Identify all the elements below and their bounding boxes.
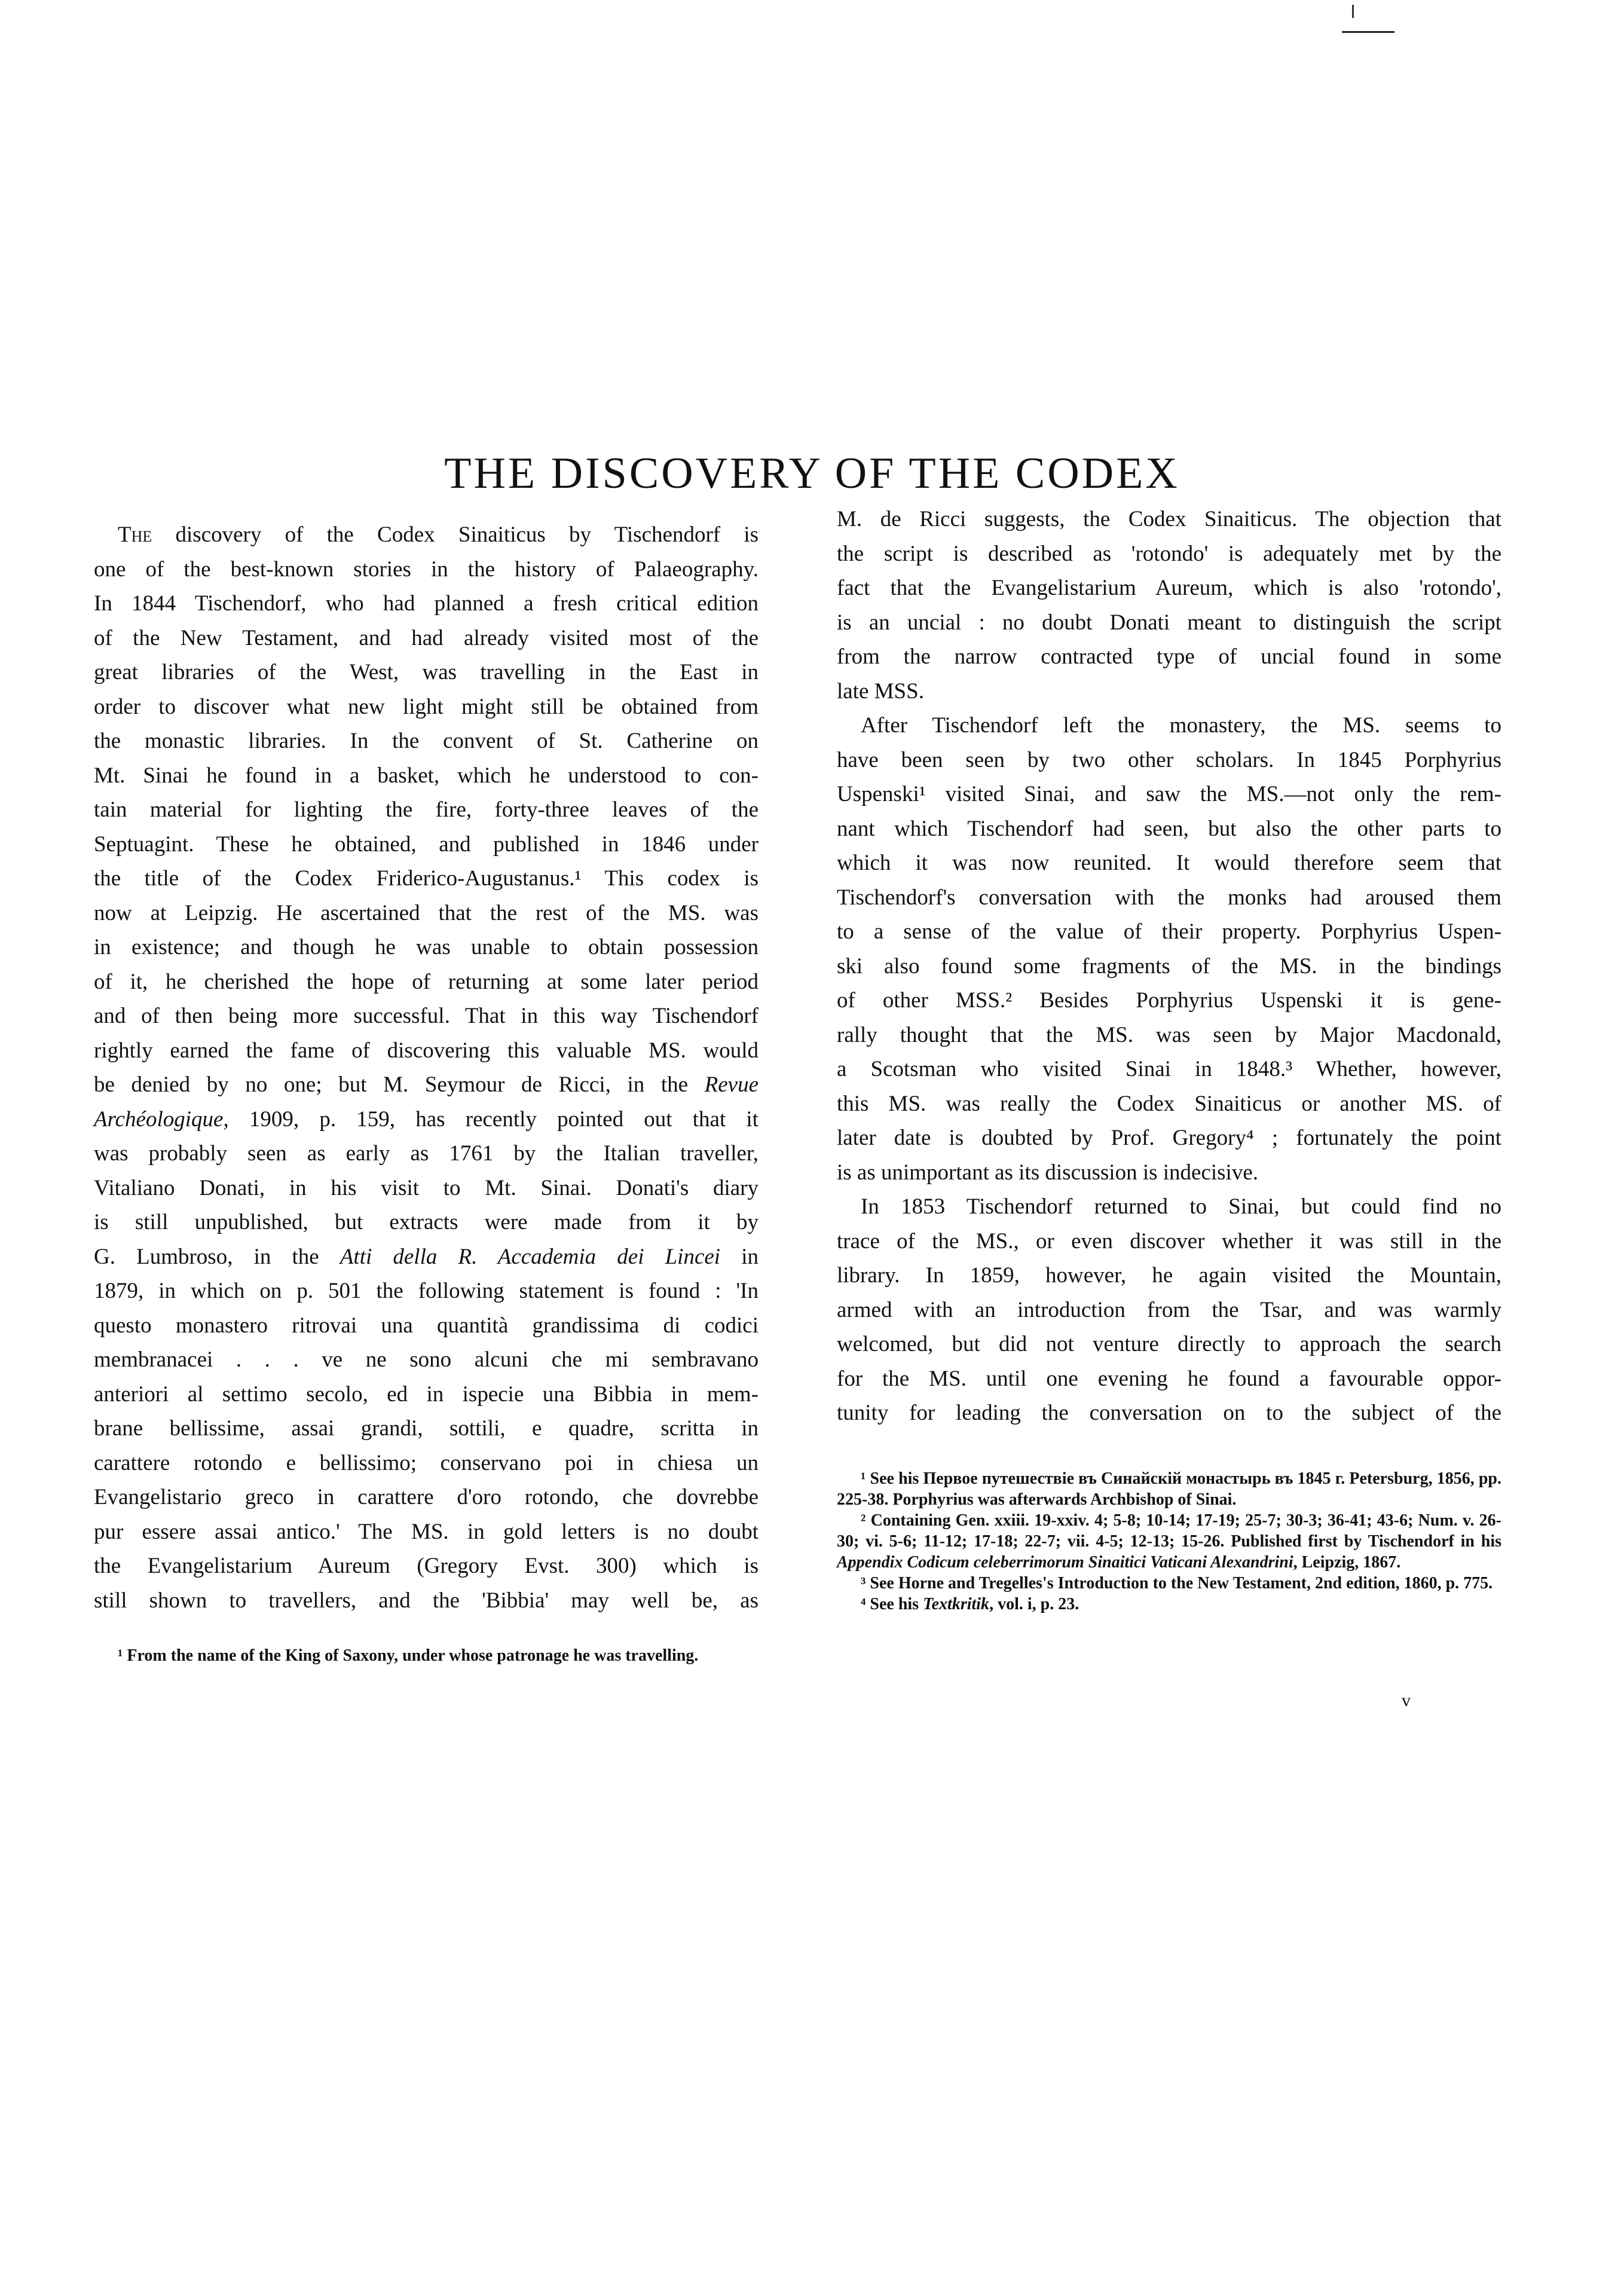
text-line [94, 793, 759, 827]
left-column [94, 518, 759, 1618]
right-column [837, 502, 1501, 1431]
text-run: Uspenski¹ visited Sinai, and saw the MS.—not only the rem- [837, 782, 1501, 806]
text-run: , 1909, p. 159, has recently pointed out that it [223, 1107, 759, 1132]
text-run: Mt. Sinai he found in a basket, which he understood to con- [94, 763, 759, 788]
text-run: fact that the Evangelistarium Aureum, which is also 'rotondo', [837, 576, 1501, 600]
text-line [94, 552, 759, 587]
text-run: rally thought that the MS. was seen by Major Macdonald, [837, 1022, 1501, 1047]
text-line [837, 640, 1501, 674]
text-line [837, 1327, 1501, 1362]
footnotes-right [837, 1468, 1501, 1615]
text-run: , vol. i, p. 23. [989, 1595, 1079, 1613]
text-run: ² Containing Gen. xxiii. 19-xxiv. 4; 5-8; 10-14; 17-19; 25-7; 30-3; 36-41; 43-6; Num. v. 26-30; vi. 5-6; 11-12; 17-18; 22-7; vii. 4-5; 12-13; 15-26. Published first by Tischendorf in his [837, 1511, 1501, 1551]
text-run: welcomed, but did not venture directly to approach the search [837, 1332, 1501, 1356]
scan-mark-dash [1342, 31, 1394, 33]
text-line [837, 1396, 1501, 1431]
page-number: v [1402, 1691, 1411, 1710]
text-line [94, 1411, 759, 1446]
text-line [94, 1034, 759, 1068]
text-line [837, 1190, 1501, 1224]
text-line [94, 999, 759, 1034]
footnote [837, 1468, 1501, 1510]
text-run: ¹ See his Первое путешествіе въ Синайскій монастырь въ 1845 г. Petersburg, 1856, pp. 225-38. Porphyrius was afterwards Archbishop of Sinai. [837, 1469, 1501, 1509]
page-title: THE DISCOVERY OF THE CODEX [444, 448, 1180, 498]
text-line [837, 1018, 1501, 1053]
text-line [837, 949, 1501, 984]
text-run: Vitaliano Donati, in his visit to Mt. Sinai. Donati's diary [94, 1175, 759, 1200]
text-run: Tischendorf's conversation with the monks had aroused them [837, 885, 1501, 910]
text-run: now at Leipzig. He ascertained that the rest of the MS. was [94, 900, 759, 925]
text-run: , Leipzig, 1867. [1293, 1553, 1401, 1572]
text-run: the title of the Codex Friderico-Augustanus.¹ This codex is [94, 866, 759, 891]
text-line [837, 674, 1501, 709]
text-line [94, 1549, 759, 1584]
text-run: armed with an introduction from the Tsar, and was warmly [837, 1297, 1501, 1322]
text-line [94, 518, 759, 552]
text-run: still shown to travellers, and the 'Bibbia' may well be, as [94, 1588, 759, 1613]
text-line [94, 621, 759, 656]
text-run: trace of the MS., or even discover whether it was still in the [837, 1228, 1501, 1254]
text-run: rightly earned the fame of discovering this valuable MS. would [94, 1038, 759, 1063]
text-line [94, 1136, 759, 1171]
text-line [94, 965, 759, 1000]
text-run: In 1853 Tischendorf returned to Sinai, but could find no [861, 1194, 1501, 1219]
text-line [837, 1156, 1501, 1190]
text-run: anteriori al settimo secolo, ed in ispecie una Bibbia in mem- [94, 1381, 759, 1407]
text-run: ³ See Horne and Tregelles's Introduction to the New Testament, 2nd edition, 1860, p. 775. [861, 1574, 1493, 1593]
text-line [837, 743, 1501, 778]
italic-text: Revue [704, 1072, 759, 1097]
text-line [94, 1274, 759, 1309]
text-line [837, 1293, 1501, 1328]
text-line [94, 1205, 759, 1240]
text-run: be denied by no one; but M. Seymour de Ricci, in the [94, 1072, 705, 1097]
text-line [94, 1584, 759, 1618]
text-run: tunity for leading the conversation on to the subject of the [837, 1401, 1501, 1425]
italic-text: Archéologique [94, 1107, 224, 1132]
text-line [94, 586, 759, 621]
text-line [94, 1377, 759, 1412]
text-run: of it, he cherished the hope of returning at some later period [94, 969, 759, 994]
text-line [94, 1515, 759, 1549]
text-line [837, 502, 1501, 537]
text-line [837, 1224, 1501, 1259]
text-line [94, 724, 759, 759]
text-run: late MSS. [837, 678, 924, 704]
text-run: is an uncial : no doubt Donati meant to distinguish the script [837, 610, 1501, 635]
text-line [94, 861, 759, 896]
text-run: of other MSS.² Besides Porphyrius Uspenski it is gene- [837, 988, 1501, 1013]
text-run: order to discover what new light might still be obtained from [94, 694, 759, 719]
text-line [94, 690, 759, 725]
footnotes-left [94, 1645, 759, 1666]
text-run: this MS. was really the Codex Sinaiticus or another MS. of [837, 1091, 1501, 1116]
text-run: questo monastero ritrovai una quantità grandissima di codici [94, 1313, 759, 1338]
text-run: in [720, 1244, 759, 1269]
footnote [837, 1594, 1501, 1615]
text-line [94, 759, 759, 793]
text-run: library. In 1859, however, he again visited the Mountain, [837, 1263, 1501, 1288]
text-line [837, 846, 1501, 881]
text-run: of the New Testament, and had already visited most of the [94, 625, 759, 650]
text-run: the script is described as 'rotondo' is adequately met by the [837, 541, 1501, 566]
text-run: ⁴ See his [861, 1595, 923, 1613]
text-run: a Scotsman who visited Sinai in 1848.³ Whether, however, [837, 1057, 1501, 1081]
text-line [94, 1343, 759, 1377]
text-line [837, 881, 1501, 915]
text-run: G. Lumbroso, in the [94, 1244, 340, 1269]
text-line [94, 1102, 759, 1137]
text-run: discovery of the Codex Sinaiticus by Tischendorf is [152, 522, 759, 547]
text-line [94, 1446, 759, 1481]
text-line [94, 655, 759, 690]
text-line [94, 1240, 759, 1274]
text-run: pur essere assai antico.' The MS. in gold letters is no doubt [94, 1519, 759, 1544]
scan-mark-tick [1352, 5, 1354, 18]
text-line [837, 708, 1501, 743]
italic-text: Atti della R. Accademia dei Lincei [340, 1244, 721, 1269]
footnote [94, 1645, 759, 1666]
text-run: later date is doubted by Prof. Gregory⁴ ; fortunately the point [837, 1126, 1501, 1150]
footnote [837, 1510, 1501, 1573]
text-run: After Tischendorf left the monastery, the MS. seems to [861, 713, 1501, 738]
text-run: carattere rotondo e bellissimo; conservano poi in chiesa un [94, 1450, 759, 1475]
text-line [94, 1068, 759, 1102]
text-run: the monastic libraries. In the convent of St. Catherine on [94, 729, 759, 753]
text-run: was probably seen as early as 1761 by the Italian traveller, [94, 1141, 759, 1166]
text-line [837, 812, 1501, 846]
text-run: membranacei . . . ve ne sono alcuni che mi sembravano [94, 1347, 759, 1372]
text-line [837, 1362, 1501, 1396]
text-run: one of the best-known stories in the history of Palaeography. [94, 557, 759, 582]
text-run: 1879, in which on p. 501 the following statement is found : 'In [94, 1279, 759, 1303]
text-line [837, 537, 1501, 571]
text-line [94, 1171, 759, 1206]
text-run: Evangelistario greco in carattere d'oro rotondo, che dovrebbe [94, 1485, 759, 1509]
text-run: the Evangelistarium Aureum (Gregory Evst. 300) which is [94, 1554, 759, 1578]
text-run: ¹ From the name of the King of Saxony, under whose patronage he was travelling. [118, 1646, 699, 1665]
text-line [837, 777, 1501, 812]
text-run: is as unimportant as its discussion is indecisive. [837, 1160, 1259, 1185]
text-run: In 1844 Tischendorf, who had planned a fresh critical edition [94, 591, 759, 616]
text-line [94, 896, 759, 931]
text-run: great libraries of the West, was travelling in the East in [94, 660, 759, 684]
text-line [94, 1309, 759, 1343]
text-line [837, 1121, 1501, 1156]
text-line [837, 1087, 1501, 1121]
italic-text: Appendix Codicum celeberrimorum Sinaitici Vaticani Alexandrini [837, 1553, 1293, 1572]
text-run: is still unpublished, but extracts were made from it by [94, 1210, 759, 1234]
text-line [94, 1480, 759, 1515]
text-run: for the MS. until one evening he found a favourable oppor- [837, 1366, 1501, 1391]
text-run: ski also found some fragments of the MS. in the bindings [837, 953, 1501, 979]
text-run: in existence; and though he was unable to obtain possession [94, 935, 759, 959]
text-run: tain material for lighting the fire, forty-three leaves of the [94, 797, 759, 822]
text-line [94, 930, 759, 965]
text-run: from the narrow contracted type of uncial found in some [837, 644, 1501, 669]
text-run: M. de Ricci suggests, the Codex Sinaiticus. The objection that [837, 507, 1501, 531]
text-line [837, 983, 1501, 1018]
text-run: which it was now reunited. It would therefore seem that [837, 851, 1501, 875]
text-line [837, 1052, 1501, 1087]
text-run: brane bellissime, assai grandi, sottili, e quadre, scritta in [94, 1416, 759, 1441]
text-line [94, 827, 759, 862]
text-line [837, 606, 1501, 640]
smallcaps-text: The [118, 522, 152, 547]
text-line [837, 1258, 1501, 1293]
text-run: Septuagint. These he obtained, and published in 1846 under [94, 832, 759, 857]
italic-text: Textkritik [923, 1595, 990, 1613]
text-run: have been seen by two other scholars. In 1845 Porphyrius [837, 747, 1501, 772]
text-line [837, 571, 1501, 606]
footnote [837, 1573, 1501, 1594]
text-run: nant which Tischendorf had seen, but also the other parts to [837, 816, 1501, 841]
text-line [837, 915, 1501, 949]
text-run: and of then being more successful. That in this way Tischendorf [94, 1004, 759, 1028]
text-run: to a sense of the value of their property. Porphyrius Uspen- [837, 919, 1501, 944]
